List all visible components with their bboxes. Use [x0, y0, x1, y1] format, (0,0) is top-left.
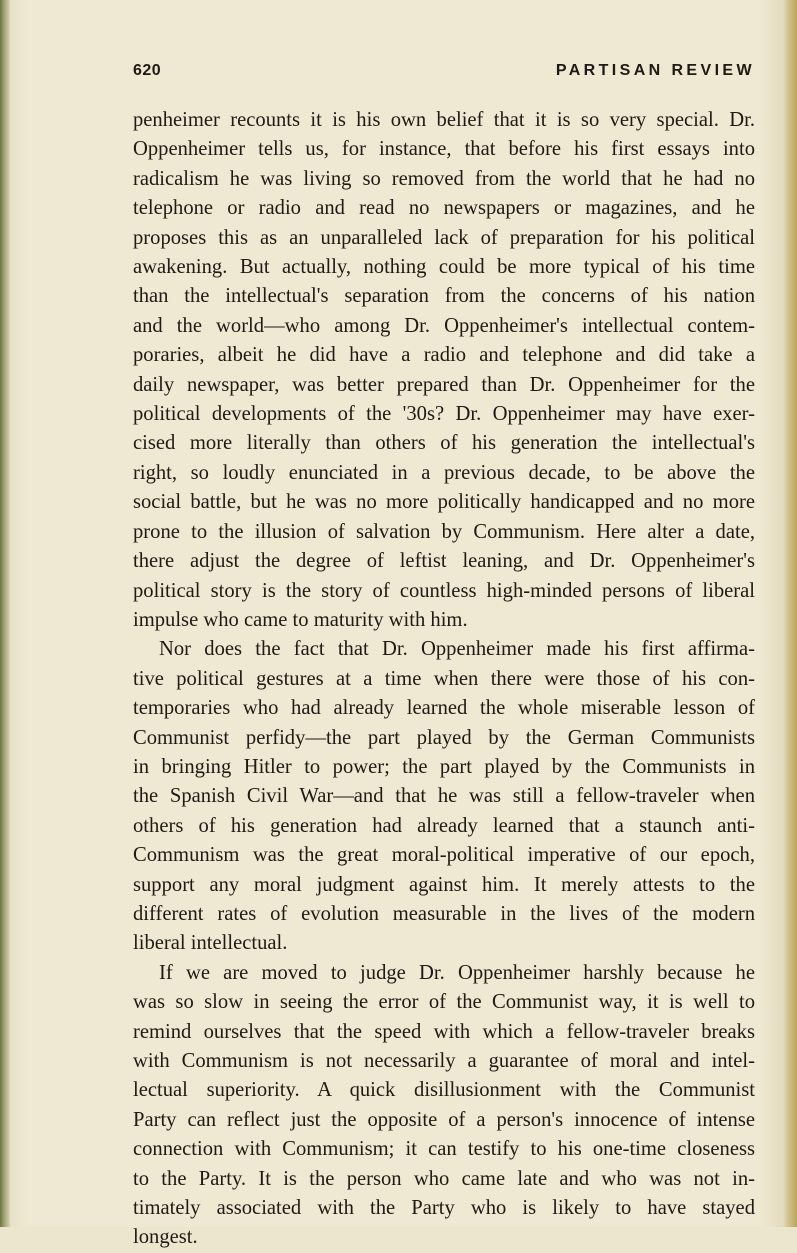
text-line: tive political gestures at a time when there were those of his con-: [133, 667, 755, 690]
text-line: impulse who came to maturity with him.: [133, 608, 468, 631]
text-line: cised more literally than others of his generation the intellectual's: [133, 432, 755, 455]
text-line: liberal intellectual.: [133, 932, 288, 955]
text-line: connection with Communism; it can testify to his one-time closeness: [133, 1138, 755, 1161]
text-line: the Spanish Civil War—and that he was still a fellow-traveler when: [133, 785, 755, 808]
text-line: there adjust the degree of leftist leaning, and Dr. Oppenheimer's: [133, 550, 755, 573]
text-line: poraries, albeit he did have a radio and telephone and did take a: [133, 344, 755, 367]
text-line: lectual superiority. A quick disillusionment with the Communist: [133, 1079, 755, 1102]
text-line: telephone or radio and read no newspapers or magazines, and he: [133, 197, 755, 220]
page-number: 620: [133, 62, 162, 79]
paragraph-3: [133, 959, 755, 1253]
text-line: Oppenheimer tells us, for instance, that before his first essays into: [133, 138, 755, 161]
text-line: Nor does the fact that Dr. Oppenheimer made his first affirma-: [159, 638, 755, 661]
paragraph-1: [133, 106, 755, 635]
text-line: Party can reflect just the opposite of a person's innocence of intense: [133, 1108, 755, 1131]
text-line: political story is the story of countless high-minded persons of liberal: [133, 579, 755, 602]
text-line: in bringing Hitler to power; the part played by the Communists in: [133, 755, 755, 778]
running-head: PARTISAN REVIEW: [555, 62, 755, 79]
body-text: [133, 106, 755, 1253]
page-edge: [783, 0, 797, 1227]
text-line: others of his generation had already learned that a staunch anti-: [133, 814, 755, 837]
text-line: prone to the illusion of salvation by Communism. Here alter a date,: [133, 520, 755, 543]
text-line: with Communism is not necessarily a guarantee of moral and intel-: [133, 1050, 755, 1072]
text-line: social battle, but he was no more politically handicapped and no more: [133, 491, 755, 514]
text-line: Communist perfidy—the part played by the German Communists: [133, 726, 755, 749]
text-line: than the intellectual's separation from the concerns of his nation: [133, 285, 755, 308]
text-line: support any moral judgment against him. It merely attests to the: [133, 873, 755, 896]
text-line: temporaries who had already learned the whole miserable lesson of: [133, 697, 755, 720]
paragraph-2: [133, 635, 755, 958]
page-header: [133, 62, 755, 86]
text-line: political developments of the '30s? Dr. Oppenheimer may have exer-: [133, 403, 755, 426]
text-line: penheimer recounts it is his own belief that it is so very special. Dr.: [133, 109, 755, 131]
text-line: If we are moved to judge Dr. Oppenheimer harshly because he: [159, 961, 755, 984]
text-line: remind ourselves that the speed with which a fellow-traveler breaks: [133, 1020, 755, 1043]
text-line: Communism was the great moral-political imperative of our epoch,: [133, 844, 755, 867]
text-line: was so slow in seeing the error of the Communist way, it is well to: [133, 991, 755, 1014]
text-line: and the world—who among Dr. Oppenheimer's intellectual contem-: [133, 314, 755, 337]
text-line: daily newspaper, was better prepared than Dr. Oppenheimer for the: [133, 373, 755, 396]
text-line: awakening. But actually, nothing could be more typical of his time: [133, 256, 755, 279]
text-line: timately associated with the Party who is likely to have stayed: [133, 1197, 755, 1220]
text-line: to the Party. It is the person who came late and who was not in-: [133, 1167, 755, 1190]
binding-gutter: [0, 0, 10, 1227]
text-line: radicalism he was living so removed from the world that he had no: [133, 167, 755, 190]
text-line: right, so loudly enunciated in a previous decade, to be above the: [133, 461, 755, 484]
text-line: longest.: [133, 1226, 198, 1249]
text-line: different rates of evolution measurable in the lives of the modern: [133, 902, 755, 925]
text-line: proposes this as an unparalleled lack of preparation for his political: [133, 226, 755, 249]
